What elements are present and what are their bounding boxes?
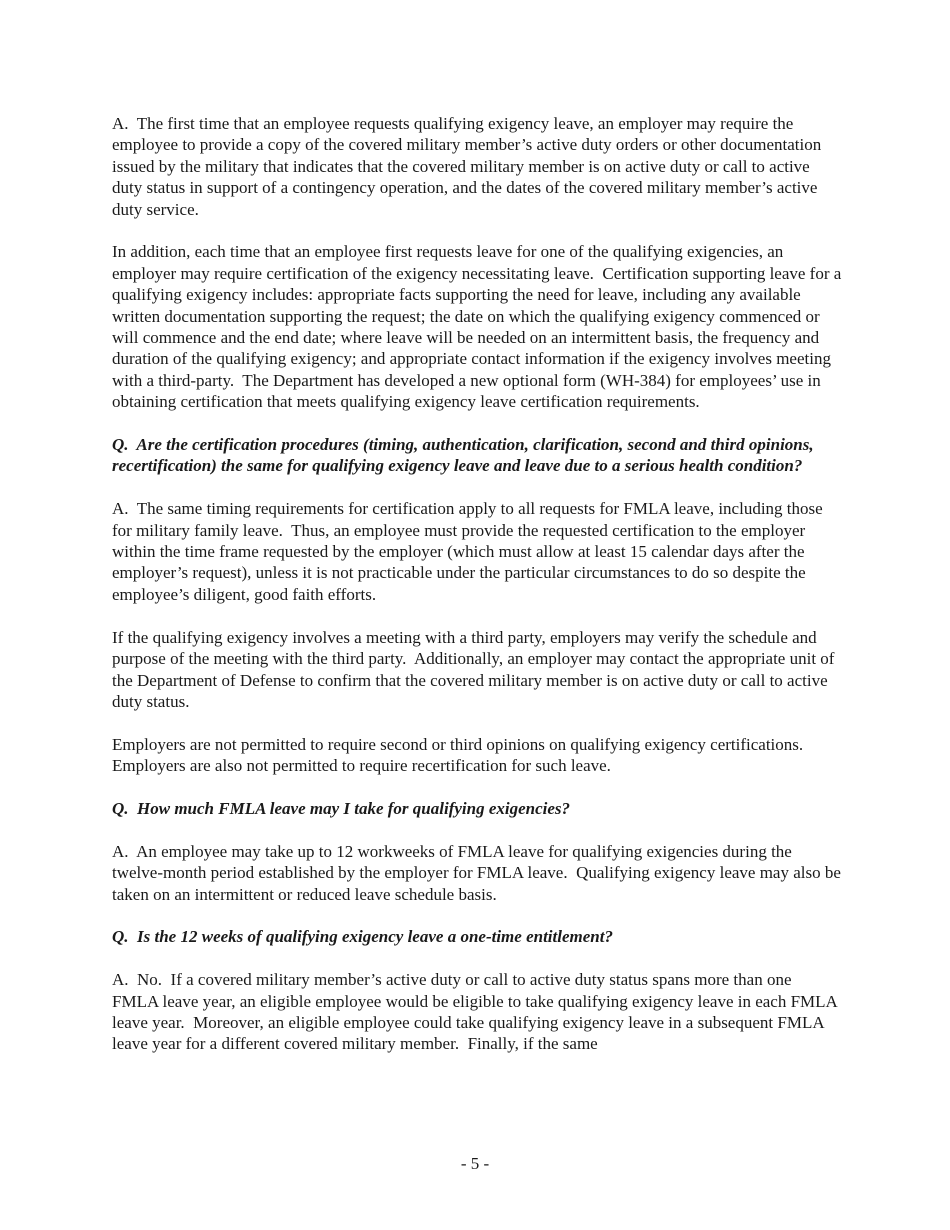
paragraph-leave-year-answer: A. No. If a covered military member’s active duty or call to active duty status spans more than one FMLA leave year, an eligible employee would be eligible to take qualifying exigency leave in each FMLA leave year. Moreover, an eligible employee could take qualifying exigency leave in a subsequent FMLA leave year for a different covered military member. Finally, if the same (112, 970, 842, 1054)
paragraph-third-party-meeting: If the qualifying exigency involves a meeting with a third party, employers may verify the schedule and purpose of the meeting with the third party. Additionally, an employer may contact the appropriate unit of the Department of Defense to confirm that the covered military member is on active duty or call to active duty status. (112, 627, 839, 711)
paragraph-certification-requirements: In addition, each time that an employee first requests leave for one of the qualifying exigencies, an employer may require certification of the exigency necessitating leave. Certification supporting leave for a qualifying exigency includes: appropriate facts supporting the need for leave, including any available written documentation supporting the request; the date on which the qualifying exigency commenced or will commence and the end date; where leave will be needed on an intermittent basis, the frequency and duration of the qualifying exigency; and appropriate contact information if the exigency involves meeting with a third-party. The Department has developed a new optional form (WH-384) for employees’ use in obtaining certification that meets qualifying exigency leave certification requirements. (112, 242, 846, 412)
paragraph-timing-requirements: A. The same timing requirements for certification apply to all requests for FMLA leave, including those for military family leave. Thus, an employee must provide the requested certification to the employer within the time frame requested by the employer (which must allow at least 15 calendar days after the employer’s request), unless it is not practicable under the particular circumstances to do so despite the employee’s diligent, good faith efforts. (112, 499, 827, 604)
document-body (112, 113, 846, 1076)
page-number: - 5 - (460, 1154, 490, 1173)
paragraph-second-opinions: Employers are not permitted to require second or third opinions on qualifying exigency certifications. Employers are also not permitted to require recertification for such leave. (112, 734, 812, 776)
paragraph-military-orders: A. The first time that an employee requests qualifying exigency leave, an employer may require the employee to provide a copy of the covered military member’s active duty orders or other documentation issued by the military that indicates that the covered military member is on active duty or call to active duty status in support of a contingency operation, and the dates of the covered military member’s active duty service. (112, 114, 826, 219)
question-how-much-leave: Q. How much FMLA leave may I take for qualifying exigencies? (112, 798, 571, 818)
question-one-time-entitlement: Q. Is the 12 weeks of qualifying exigency leave a one-time entitlement? (112, 927, 613, 947)
question-certification-procedures: Q. Are the certification procedures (timing, authentication, clarification, second and third opinions, recertification) the same for qualifying exigency leave and leave due to a serious health condition? (112, 435, 818, 476)
paragraph-twelve-workweeks: A. An employee may take up to 12 workweeks of FMLA leave for qualifying exigencies during the twelve-month period established by the employer for FMLA leave. Qualifying exigency leave may also be taken on an intermittent or reduced leave schedule basis. (112, 841, 846, 904)
